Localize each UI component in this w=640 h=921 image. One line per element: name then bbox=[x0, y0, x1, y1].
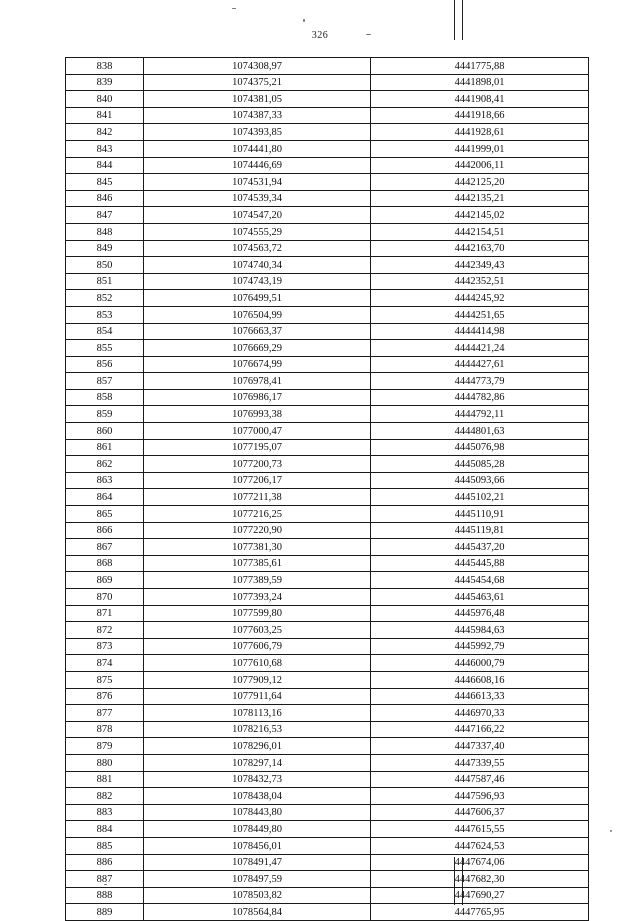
x-coordinate-cell: 1077195,07 bbox=[144, 439, 371, 456]
coordinates-table-body bbox=[66, 58, 589, 921]
point-number-cell: 864 bbox=[66, 489, 144, 506]
table-row bbox=[66, 174, 589, 191]
table-row bbox=[66, 539, 589, 556]
point-number-cell: 888 bbox=[66, 887, 144, 904]
table-row bbox=[66, 754, 589, 771]
y-coordinate-cell: 4447337,40 bbox=[371, 738, 589, 755]
x-coordinate-cell: 1078449,80 bbox=[144, 821, 371, 838]
point-number-cell: 870 bbox=[66, 589, 144, 606]
x-coordinate-cell: 1076978,41 bbox=[144, 373, 371, 390]
page-number: 326 bbox=[311, 30, 329, 41]
table-row bbox=[66, 157, 589, 174]
x-coordinate-cell: 1077389,59 bbox=[144, 572, 371, 589]
x-coordinate-cell: 1078443,80 bbox=[144, 804, 371, 821]
point-number-cell: 850 bbox=[66, 257, 144, 274]
table-row bbox=[66, 522, 589, 539]
point-number-cell: 876 bbox=[66, 688, 144, 705]
table-row bbox=[66, 406, 589, 423]
point-number-cell: 856 bbox=[66, 356, 144, 373]
point-number-cell: 843 bbox=[66, 140, 144, 157]
table-row bbox=[66, 837, 589, 854]
x-coordinate-cell: 1074381,05 bbox=[144, 91, 371, 108]
y-coordinate-cell: 4445093,66 bbox=[371, 472, 589, 489]
scan-speck bbox=[366, 34, 371, 35]
x-coordinate-cell: 1076504,99 bbox=[144, 306, 371, 323]
y-coordinate-cell: 4445445,88 bbox=[371, 555, 589, 572]
y-coordinate-cell: 4447690,27 bbox=[371, 887, 589, 904]
point-number-cell: 877 bbox=[66, 705, 144, 722]
y-coordinate-cell: 4447587,46 bbox=[371, 771, 589, 788]
y-coordinate-cell: 4445085,28 bbox=[371, 456, 589, 473]
x-coordinate-cell: 1074375,21 bbox=[144, 74, 371, 91]
point-number-cell: 880 bbox=[66, 754, 144, 771]
y-coordinate-cell: 4444792,11 bbox=[371, 406, 589, 423]
x-coordinate-cell: 1078456,01 bbox=[144, 837, 371, 854]
table-row bbox=[66, 671, 589, 688]
table-row bbox=[66, 688, 589, 705]
point-number-cell: 840 bbox=[66, 91, 144, 108]
point-number-cell: 849 bbox=[66, 240, 144, 257]
x-coordinate-cell: 1077911,64 bbox=[144, 688, 371, 705]
point-number-cell: 841 bbox=[66, 107, 144, 124]
x-coordinate-cell: 1078564,84 bbox=[144, 904, 371, 921]
y-coordinate-cell: 4441999,01 bbox=[371, 140, 589, 157]
table-row bbox=[66, 306, 589, 323]
y-coordinate-cell: 4444245,92 bbox=[371, 290, 589, 307]
coordinates-table bbox=[65, 57, 589, 921]
table-row bbox=[66, 705, 589, 722]
x-coordinate-cell: 1077206,17 bbox=[144, 472, 371, 489]
table-row bbox=[66, 439, 589, 456]
table-row bbox=[66, 489, 589, 506]
y-coordinate-cell: 4447615,55 bbox=[371, 821, 589, 838]
table-row bbox=[66, 74, 589, 91]
point-number-cell: 869 bbox=[66, 572, 144, 589]
y-coordinate-cell: 4442154,51 bbox=[371, 223, 589, 240]
x-coordinate-cell: 1076669,29 bbox=[144, 340, 371, 357]
table-row bbox=[66, 91, 589, 108]
x-coordinate-cell: 1078296,01 bbox=[144, 738, 371, 755]
point-number-cell: 839 bbox=[66, 74, 144, 91]
point-number-cell: 853 bbox=[66, 306, 144, 323]
point-number-cell: 873 bbox=[66, 638, 144, 655]
y-coordinate-cell: 4442135,21 bbox=[371, 190, 589, 207]
x-coordinate-cell: 1077606,79 bbox=[144, 638, 371, 655]
point-number-cell: 866 bbox=[66, 522, 144, 539]
y-coordinate-cell: 4447339,55 bbox=[371, 754, 589, 771]
point-number-cell: 860 bbox=[66, 423, 144, 440]
table-row bbox=[66, 771, 589, 788]
y-coordinate-cell: 4444421,24 bbox=[371, 340, 589, 357]
table-row bbox=[66, 854, 589, 871]
table-row bbox=[66, 622, 589, 639]
x-coordinate-cell: 1074539,34 bbox=[144, 190, 371, 207]
table-row bbox=[66, 190, 589, 207]
x-coordinate-cell: 1077599,80 bbox=[144, 605, 371, 622]
point-number-cell: 886 bbox=[66, 854, 144, 871]
point-number-cell: 874 bbox=[66, 655, 144, 672]
binding-line-top-right bbox=[462, 0, 463, 40]
x-coordinate-cell: 1074563,72 bbox=[144, 240, 371, 257]
x-coordinate-cell: 1077220,90 bbox=[144, 522, 371, 539]
y-coordinate-cell: 4445976,48 bbox=[371, 605, 589, 622]
table-row bbox=[66, 240, 589, 257]
x-coordinate-cell: 1074446,69 bbox=[144, 157, 371, 174]
x-coordinate-cell: 1078113,16 bbox=[144, 705, 371, 722]
x-coordinate-cell: 1074393,85 bbox=[144, 124, 371, 141]
y-coordinate-cell: 4447596,93 bbox=[371, 788, 589, 805]
point-number-cell: 867 bbox=[66, 539, 144, 556]
y-coordinate-cell: 4441898,01 bbox=[371, 74, 589, 91]
table-row bbox=[66, 423, 589, 440]
y-coordinate-cell: 4446000,79 bbox=[371, 655, 589, 672]
table-row bbox=[66, 290, 589, 307]
y-coordinate-cell: 4447682,30 bbox=[371, 871, 589, 888]
point-number-cell: 887 bbox=[66, 871, 144, 888]
y-coordinate-cell: 4444773,79 bbox=[371, 373, 589, 390]
x-coordinate-cell: 1077211,38 bbox=[144, 489, 371, 506]
table-row bbox=[66, 58, 589, 75]
x-coordinate-cell: 1074387,33 bbox=[144, 107, 371, 124]
table-row bbox=[66, 472, 589, 489]
x-coordinate-cell: 1077381,30 bbox=[144, 539, 371, 556]
table-row bbox=[66, 140, 589, 157]
table-row bbox=[66, 506, 589, 523]
x-coordinate-cell: 1078216,53 bbox=[144, 721, 371, 738]
point-number-cell: 868 bbox=[66, 555, 144, 572]
table-row bbox=[66, 887, 589, 904]
table-row bbox=[66, 904, 589, 921]
y-coordinate-cell: 4444801,63 bbox=[371, 423, 589, 440]
y-coordinate-cell: 4442006,11 bbox=[371, 157, 589, 174]
x-coordinate-cell: 1077909,12 bbox=[144, 671, 371, 688]
table-row bbox=[66, 323, 589, 340]
point-number-cell: 871 bbox=[66, 605, 144, 622]
table-row bbox=[66, 605, 589, 622]
x-coordinate-cell: 1074547,20 bbox=[144, 207, 371, 224]
x-coordinate-cell: 1077000,47 bbox=[144, 423, 371, 440]
point-number-cell: 883 bbox=[66, 804, 144, 821]
point-number-cell: 863 bbox=[66, 472, 144, 489]
x-coordinate-cell: 1077385,61 bbox=[144, 555, 371, 572]
binding-line-top-left bbox=[454, 0, 455, 40]
y-coordinate-cell: 4447624,53 bbox=[371, 837, 589, 854]
point-number-cell: 845 bbox=[66, 174, 144, 191]
y-coordinate-cell: 4444414,98 bbox=[371, 323, 589, 340]
x-coordinate-cell: 1077200,73 bbox=[144, 456, 371, 473]
table-row bbox=[66, 555, 589, 572]
x-coordinate-cell: 1076986,17 bbox=[144, 389, 371, 406]
point-number-cell: 847 bbox=[66, 207, 144, 224]
point-number-cell: 884 bbox=[66, 821, 144, 838]
x-coordinate-cell: 1077610,68 bbox=[144, 655, 371, 672]
x-coordinate-cell: 1074740,34 bbox=[144, 257, 371, 274]
y-coordinate-cell: 4442163,70 bbox=[371, 240, 589, 257]
table-row bbox=[66, 638, 589, 655]
x-coordinate-cell: 1077603,25 bbox=[144, 622, 371, 639]
y-coordinate-cell: 4445110,91 bbox=[371, 506, 589, 523]
point-number-cell: 838 bbox=[66, 58, 144, 75]
y-coordinate-cell: 4441775,88 bbox=[371, 58, 589, 75]
table-row bbox=[66, 373, 589, 390]
x-coordinate-cell: 1078432,73 bbox=[144, 771, 371, 788]
point-number-cell: 842 bbox=[66, 124, 144, 141]
x-coordinate-cell: 1074743,19 bbox=[144, 273, 371, 290]
x-coordinate-cell: 1078438,04 bbox=[144, 788, 371, 805]
y-coordinate-cell: 4445454,68 bbox=[371, 572, 589, 589]
y-coordinate-cell: 4442349,43 bbox=[371, 257, 589, 274]
y-coordinate-cell: 4444251,65 bbox=[371, 306, 589, 323]
table-row bbox=[66, 738, 589, 755]
y-coordinate-cell: 4441928,61 bbox=[371, 124, 589, 141]
point-number-cell: 858 bbox=[66, 389, 144, 406]
point-number-cell: 882 bbox=[66, 788, 144, 805]
y-coordinate-cell: 4447166,22 bbox=[371, 721, 589, 738]
table-row bbox=[66, 356, 589, 373]
x-coordinate-cell: 1077216,25 bbox=[144, 506, 371, 523]
x-coordinate-cell: 1076993,38 bbox=[144, 406, 371, 423]
point-number-cell: 875 bbox=[66, 671, 144, 688]
y-coordinate-cell: 4447765,95 bbox=[371, 904, 589, 921]
y-coordinate-cell: 4442145,02 bbox=[371, 207, 589, 224]
point-number-cell: 851 bbox=[66, 273, 144, 290]
y-coordinate-cell: 4446613,33 bbox=[371, 688, 589, 705]
table-row bbox=[66, 340, 589, 357]
x-coordinate-cell: 1074531,94 bbox=[144, 174, 371, 191]
y-coordinate-cell: 4445984,63 bbox=[371, 622, 589, 639]
x-coordinate-cell: 1076663,37 bbox=[144, 323, 371, 340]
point-number-cell: 859 bbox=[66, 406, 144, 423]
table-row bbox=[66, 589, 589, 606]
y-coordinate-cell: 4442125,20 bbox=[371, 174, 589, 191]
point-number-cell: 872 bbox=[66, 622, 144, 639]
y-coordinate-cell: 4447606,37 bbox=[371, 804, 589, 821]
x-coordinate-cell: 1074441,80 bbox=[144, 140, 371, 157]
x-coordinate-cell: 1077393,24 bbox=[144, 589, 371, 606]
table-row bbox=[66, 788, 589, 805]
scan-speck bbox=[303, 19, 305, 22]
table-row bbox=[66, 207, 589, 224]
scan-speck bbox=[610, 830, 612, 832]
point-number-cell: 852 bbox=[66, 290, 144, 307]
y-coordinate-cell: 4444427,61 bbox=[371, 356, 589, 373]
table-row bbox=[66, 821, 589, 838]
x-coordinate-cell: 1078503,82 bbox=[144, 887, 371, 904]
table-row bbox=[66, 389, 589, 406]
table-row bbox=[66, 456, 589, 473]
point-number-cell: 879 bbox=[66, 738, 144, 755]
y-coordinate-cell: 4446608,16 bbox=[371, 671, 589, 688]
table-row bbox=[66, 572, 589, 589]
table-row bbox=[66, 655, 589, 672]
table-row bbox=[66, 871, 589, 888]
point-number-cell: 848 bbox=[66, 223, 144, 240]
point-number-cell: 846 bbox=[66, 190, 144, 207]
y-coordinate-cell: 4441918,66 bbox=[371, 107, 589, 124]
point-number-cell: 855 bbox=[66, 340, 144, 357]
scan-speck bbox=[232, 8, 236, 9]
table-row bbox=[66, 273, 589, 290]
point-number-cell: 844 bbox=[66, 157, 144, 174]
y-coordinate-cell: 4446970,33 bbox=[371, 705, 589, 722]
table-row bbox=[66, 804, 589, 821]
x-coordinate-cell: 1078297,14 bbox=[144, 754, 371, 771]
y-coordinate-cell: 4445076,98 bbox=[371, 439, 589, 456]
table-row bbox=[66, 107, 589, 124]
table-row bbox=[66, 721, 589, 738]
y-coordinate-cell: 4444782,86 bbox=[371, 389, 589, 406]
point-number-cell: 857 bbox=[66, 373, 144, 390]
point-number-cell: 878 bbox=[66, 721, 144, 738]
y-coordinate-cell: 4442352,51 bbox=[371, 273, 589, 290]
x-coordinate-cell: 1074308,97 bbox=[144, 58, 371, 75]
y-coordinate-cell: 4445119,81 bbox=[371, 522, 589, 539]
point-number-cell: 881 bbox=[66, 771, 144, 788]
x-coordinate-cell: 1076674,99 bbox=[144, 356, 371, 373]
table-row bbox=[66, 223, 589, 240]
point-number-cell: 885 bbox=[66, 837, 144, 854]
point-number-cell: 854 bbox=[66, 323, 144, 340]
x-coordinate-cell: 1076499,51 bbox=[144, 290, 371, 307]
x-coordinate-cell: 1074555,29 bbox=[144, 223, 371, 240]
y-coordinate-cell: 4441908,41 bbox=[371, 91, 589, 108]
point-number-cell: 889 bbox=[66, 904, 144, 921]
y-coordinate-cell: 4445102,21 bbox=[371, 489, 589, 506]
y-coordinate-cell: 4447674,06 bbox=[371, 854, 589, 871]
point-number-cell: 862 bbox=[66, 456, 144, 473]
y-coordinate-cell: 4445437,20 bbox=[371, 539, 589, 556]
y-coordinate-cell: 4445992,79 bbox=[371, 638, 589, 655]
table-row bbox=[66, 257, 589, 274]
y-coordinate-cell: 4445463,61 bbox=[371, 589, 589, 606]
x-coordinate-cell: 1078497,59 bbox=[144, 871, 371, 888]
point-number-cell: 861 bbox=[66, 439, 144, 456]
point-number-cell: 865 bbox=[66, 506, 144, 523]
table-row bbox=[66, 124, 589, 141]
x-coordinate-cell: 1078491,47 bbox=[144, 854, 371, 871]
